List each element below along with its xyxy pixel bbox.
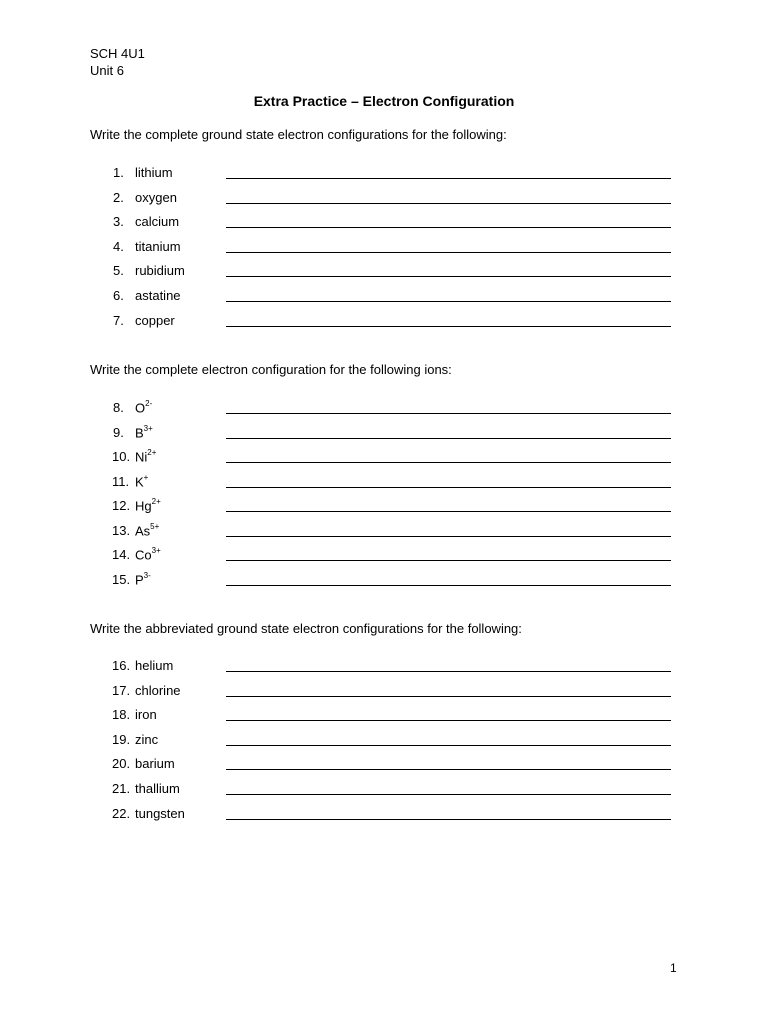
question-row: [0, 165, 768, 185]
question-number: 22.: [112, 805, 131, 821]
ion-charge: 2-: [145, 399, 153, 408]
question-label: [135, 781, 180, 796]
question-text: chlorine: [135, 682, 181, 698]
question-text: titanium: [135, 238, 181, 254]
question-row: [0, 190, 768, 210]
question-text: O: [135, 400, 146, 416]
question-label: [135, 288, 181, 303]
course-code: SCH 4U1: [90, 46, 145, 61]
answer-line[interactable]: [226, 227, 671, 228]
question-row: [0, 658, 768, 678]
question-row: [0, 214, 768, 234]
question-text: Co: [135, 547, 152, 563]
question-number: 4.: [113, 238, 124, 254]
question-row: [0, 400, 768, 420]
answer-line[interactable]: [226, 671, 671, 672]
question-row: [0, 707, 768, 727]
question-row: [0, 547, 768, 567]
ion-charge: 3+: [151, 546, 161, 555]
ion-charge: 3-: [143, 570, 151, 580]
question-text: Hg: [135, 498, 152, 514]
question-text: zinc: [135, 731, 159, 747]
question-label: [135, 707, 157, 722]
question-text: rubidium: [135, 263, 185, 279]
answer-line[interactable]: [226, 326, 671, 327]
question-label: [135, 658, 173, 673]
question-label: [135, 498, 161, 513]
ion-charge: 2+: [147, 448, 157, 457]
question-number: 15.: [112, 571, 131, 587]
question-label: [135, 190, 177, 205]
question-text: astatine: [135, 288, 181, 303]
question-row: [0, 498, 768, 518]
answer-line[interactable]: [226, 560, 671, 561]
question-row: [0, 781, 768, 801]
answer-line[interactable]: [226, 301, 671, 302]
question-row: [0, 523, 768, 543]
question-label: [135, 263, 185, 278]
question-text: K: [135, 473, 144, 489]
question-number: 17.: [112, 682, 131, 698]
question-number: 21.: [112, 781, 131, 796]
question-number: 8.: [113, 400, 124, 415]
question-label: [135, 449, 156, 464]
question-label: [135, 756, 175, 771]
question-number: 13.: [112, 522, 131, 538]
question-number: 9.: [113, 424, 124, 440]
question-text: barium: [135, 756, 175, 772]
page-title: Extra Practice – Electron Configuration: [253, 93, 515, 109]
question-number: 3.: [113, 214, 124, 230]
question-text: As: [135, 522, 151, 538]
question-row: [0, 425, 768, 445]
answer-line[interactable]: [226, 720, 671, 721]
question-row: [0, 806, 768, 826]
question-number: 10.: [112, 449, 131, 464]
section-2-instruction: Write the complete electron configuration for the following ions:: [90, 362, 452, 377]
question-number: 5.: [113, 263, 124, 279]
question-text: iron: [135, 707, 157, 723]
answer-line[interactable]: [226, 794, 671, 795]
question-number: 6.: [113, 288, 124, 303]
question-text: tungsten: [135, 805, 185, 821]
question-number: 20.: [112, 756, 131, 772]
question-label: [135, 214, 179, 229]
question-label: [135, 732, 158, 747]
question-number: 19.: [112, 731, 131, 747]
question-label: [135, 547, 161, 562]
question-row: [0, 313, 768, 333]
section-1-instruction: Write the complete ground state electron configurations for the following:: [90, 127, 507, 142]
question-label: [135, 239, 181, 254]
question-text: P: [135, 571, 144, 587]
answer-line[interactable]: [226, 696, 671, 697]
question-row: [0, 683, 768, 703]
question-number: 12.: [112, 498, 131, 513]
answer-line[interactable]: [226, 413, 671, 414]
question-number: 1.: [113, 165, 124, 180]
question-row: [0, 449, 768, 469]
question-label: [135, 313, 175, 328]
answer-line[interactable]: [226, 511, 671, 512]
unit-label: Unit 6: [90, 63, 124, 78]
question-label: [135, 400, 152, 415]
question-number: 2.: [113, 189, 124, 205]
question-number: 16.: [112, 658, 131, 673]
question-number: 7.: [113, 312, 124, 328]
question-row: [0, 572, 768, 592]
answer-line[interactable]: [226, 745, 671, 746]
answer-line[interactable]: [226, 462, 671, 463]
answer-line[interactable]: [226, 819, 671, 820]
question-text: lithium: [135, 165, 173, 180]
answer-line[interactable]: [226, 276, 671, 277]
question-text: B: [135, 424, 144, 440]
answer-line[interactable]: [226, 178, 671, 179]
section-3-instruction: Write the abbreviated ground state electron configurations for the following:: [90, 621, 522, 636]
question-text: oxygen: [135, 189, 177, 205]
answer-line[interactable]: [226, 203, 671, 204]
answer-line[interactable]: [226, 438, 671, 439]
question-row: [0, 474, 768, 494]
answer-line[interactable]: [226, 487, 671, 488]
question-row: [0, 732, 768, 752]
ion-charge: 5+: [150, 521, 160, 531]
question-number: 18.: [112, 707, 131, 723]
question-row: [0, 288, 768, 308]
question-label: [135, 572, 151, 587]
answer-line[interactable]: [226, 252, 671, 253]
question-label: [135, 806, 185, 821]
question-row: [0, 756, 768, 776]
question-row: [0, 239, 768, 259]
question-label: [135, 683, 181, 698]
question-label: [135, 425, 153, 440]
question-row: [0, 263, 768, 283]
question-label: [135, 474, 148, 489]
ion-charge: +: [143, 472, 149, 482]
answer-line[interactable]: [226, 769, 671, 770]
question-number: 11.: [112, 473, 130, 489]
answer-line[interactable]: [226, 585, 671, 586]
ion-charge: 2+: [151, 497, 161, 506]
question-text: thallium: [135, 781, 180, 796]
question-label: [135, 523, 159, 538]
question-text: helium: [135, 658, 174, 673]
question-number: 14.: [112, 547, 131, 562]
page-number: 1: [670, 961, 677, 975]
question-text: Ni: [135, 449, 148, 465]
question-label: [135, 165, 173, 180]
question-text: calcium: [135, 214, 180, 230]
answer-line[interactable]: [226, 536, 671, 537]
question-text: copper: [135, 312, 175, 328]
ion-charge: 3+: [143, 423, 153, 433]
